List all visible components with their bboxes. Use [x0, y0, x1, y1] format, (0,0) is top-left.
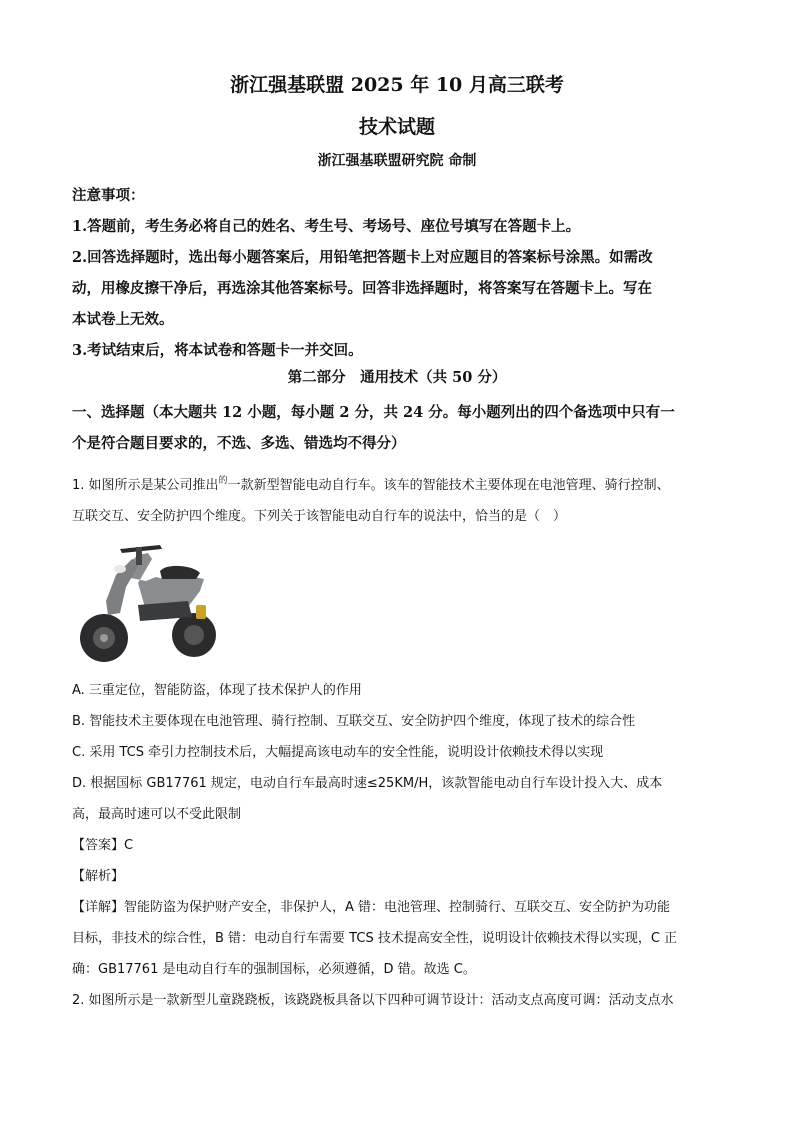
- question-1: [72, 466, 722, 532]
- question-2-line: 2. 如图所示是一款新型儿童跷跷板，该跷跷板具备以下四种可调节设计：活动支点高度可调：活动支点水: [72, 993, 674, 1008]
- detail-line: 确：GB17761 是电动自行车的强制国标，必须遵循，D 错。故选 C。: [72, 962, 476, 977]
- answer-label: 【答案】C: [72, 838, 134, 853]
- question-1-line: 互联交互、安全防护四个维度。下列关于该智能电动自行车的说法中，恰当的是（ ）: [72, 509, 567, 524]
- section-line: 个是符合题目要求的，不选、多选、错选均不得分）: [72, 435, 406, 452]
- scooter-icon: [76, 535, 226, 670]
- notes-heading: 注意事项：: [72, 187, 145, 204]
- answer-block: [72, 830, 722, 985]
- notes-block: [72, 180, 722, 366]
- option-b: B. 智能技术主要体现在电池管理、骑行控制、互联交互、安全防护四个维度，体现了技术的综合性: [72, 714, 636, 729]
- question-1-text: 一款新型智能电动自行车。该车的智能技术主要体现在电池管理、骑行控制、: [227, 478, 670, 493]
- question-1-line: [72, 466, 722, 501]
- question-1-superscript: 的: [218, 476, 228, 486]
- notes-item: 1.答题前，考生务必将自己的姓名、考生号、考场号、座位号填写在答题卡上。: [72, 218, 581, 235]
- notes-item: 2.回答选择题时，选出每小题答案后，用铅笔把答题卡上对应题目的答案标号涂黑。如需改: [72, 249, 653, 266]
- question-2: [72, 985, 722, 1016]
- option-d-continued: 高，最高时速可以不受此限制: [72, 807, 242, 822]
- part-heading: 第二部分 通用技术（共 50 分）: [287, 369, 507, 386]
- section-line: 一、选择题（本大题共 12 小题，每小题 2 分，共 24 分。每小题列出的四个备选项中只有一: [72, 404, 675, 421]
- notes-item: 3.考试结束后，将本试卷和答题卡一并交回。: [72, 342, 363, 359]
- notes-item: 动，用橡皮擦干净后，再选涂其他答案标号。回答非选择题时，将答案写在答题卡上。写在: [72, 280, 652, 297]
- analysis-label: 【解析】: [72, 869, 125, 884]
- scooter-figure: [76, 535, 226, 670]
- section-heading: [72, 397, 722, 459]
- detail-line: 【详解】智能防盗为保护财产安全，非保护人，A 错：电池管理、控制骑行、互联交互、安全防护为功能: [72, 900, 671, 915]
- notes-item: 本试卷上无效。: [72, 311, 174, 328]
- question-1-text: 1. 如图所示是某公司推出: [72, 478, 219, 493]
- question-1-options: [72, 675, 722, 830]
- exam-subtitle: 技术试题: [358, 116, 435, 138]
- exam-maker: 浙江强基联盟研究院 命制: [317, 153, 477, 169]
- exam-title: 浙江强基联盟 2025 年 10 月高三联考: [230, 74, 564, 96]
- option-c: C. 采用 TCS 牵引力控制技术后，大幅提高该电动车的安全性能，说明设计依赖技术得以实现: [72, 745, 604, 760]
- option-a: A. 三重定位，智能防盗，体现了技术保护人的作用: [72, 683, 362, 698]
- option-d: D. 根据国标 GB17761 规定，电动自行车最高时速≤25KM/H，该款智能电动自行车设计投入大、成本: [72, 776, 663, 791]
- detail-line: 目标，非技术的综合性，B 错：电动自行车需要 TCS 技术提高安全性，说明设计依赖技术得以实现，C 正: [72, 931, 678, 946]
